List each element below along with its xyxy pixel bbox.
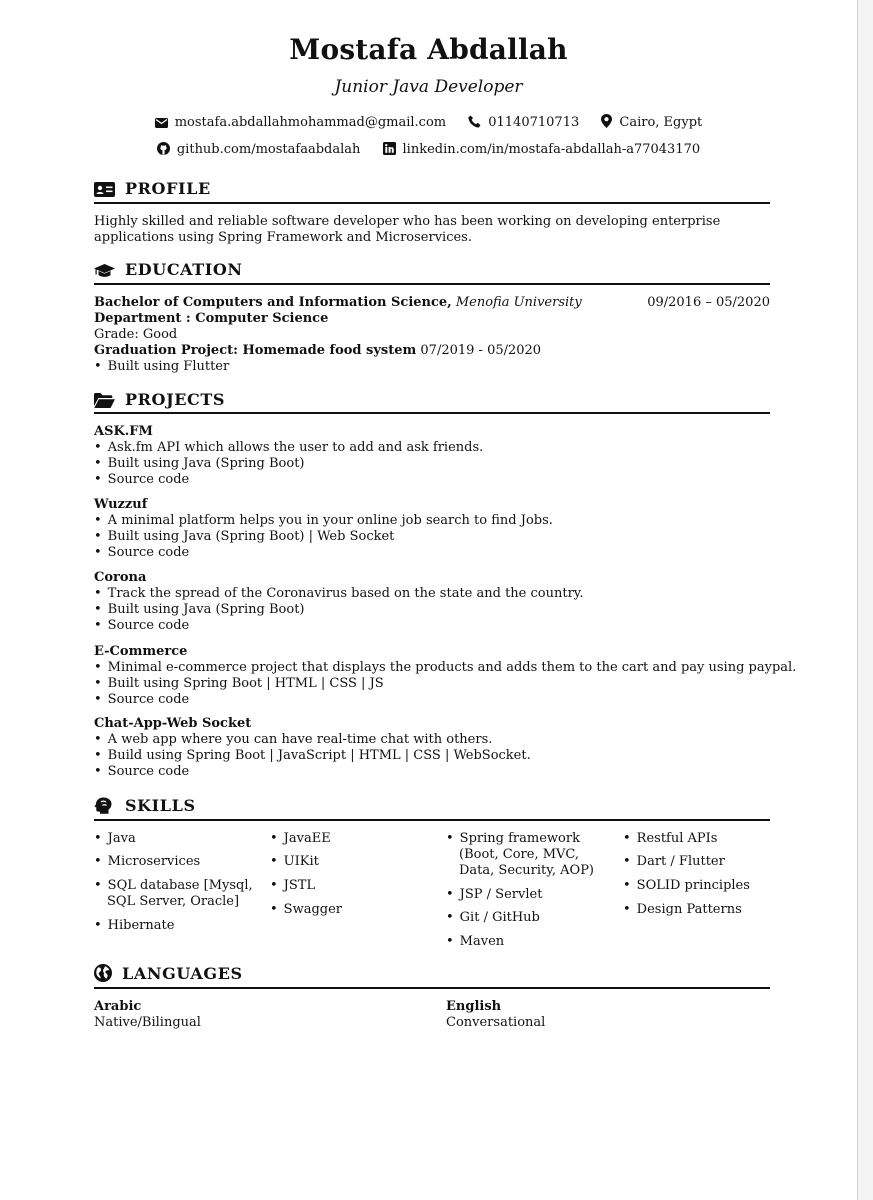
graduation-project-label: Graduation Project: Homemade food system <box>94 343 417 358</box>
email-contact[interactable] <box>155 115 446 130</box>
projects-divider <box>94 412 770 414</box>
project-bullet: • Built using Spring Boot | HTML | CSS | JS <box>94 676 384 692</box>
skill-item: • JavaEE <box>270 831 331 847</box>
skill-item-continued: Data, Security, AOP) <box>459 863 595 878</box>
project-bullet: • Built using Java (Spring Boot) <box>94 456 305 472</box>
location-text: Cairo, Egypt <box>619 115 703 130</box>
skill-item-continued: (Boot, Core, MVC, <box>459 847 580 862</box>
language-level: Conversational <box>446 1015 546 1030</box>
education-degree-line <box>94 295 582 311</box>
contact-row-1 <box>0 114 857 130</box>
project-bullet: • Minimal e-commerce project that displays the products and adds them to the cart and pay using paypal. <box>94 660 796 676</box>
profile-line-1: Highly skilled and reliable software developer who has been working on developing enterprise <box>94 214 721 229</box>
education-dates: 09/2016 – 05/2020 <box>647 295 770 310</box>
project-source-link[interactable]: • Source code <box>94 472 189 488</box>
project-title: Wuzzuf <box>94 497 148 512</box>
skill-item: • JSTL <box>270 878 315 894</box>
id-card-icon <box>94 182 115 197</box>
skill-item-continued: SQL Server, Oracle] <box>107 894 240 909</box>
project-bullet: • Ask.fm API which allows the user to add and ask friends. <box>94 440 483 456</box>
project-title: Chat-App-Web Socket <box>94 716 252 731</box>
project-bullet: • Track the spread of the Coronavirus based on the state and the country. <box>94 586 584 602</box>
location-pin-icon <box>601 114 612 128</box>
skill-item: • Design Patterns <box>623 902 742 918</box>
section-skills-title <box>94 796 196 815</box>
languages-divider <box>94 987 770 989</box>
university-name: Menofia University <box>455 295 582 310</box>
job-title: Junior Java Developer <box>334 77 523 97</box>
project-source-link[interactable]: • Source code <box>94 545 189 561</box>
project-title: ASK.FM <box>94 424 153 439</box>
profile-line-2: applications using Spring Framework and Microservices. <box>94 230 472 245</box>
profile-heading-text: PROFILE <box>125 179 211 198</box>
skill-item: • Microservices <box>94 854 200 870</box>
language-level: Native/Bilingual <box>94 1015 201 1030</box>
section-profile-title <box>94 179 211 198</box>
graduation-project-line <box>94 343 541 359</box>
project-source-link[interactable]: • Source code <box>94 764 189 780</box>
linkedin-text: linkedin.com/in/mostafa-abdallah-a77043170 <box>402 142 701 157</box>
project-source-link[interactable]: • Source code <box>94 692 189 708</box>
brain-icon <box>94 797 115 814</box>
language-name: English <box>446 999 502 1014</box>
skill-item: • SQL database [Mysql, <box>94 878 253 894</box>
email-icon <box>155 118 168 128</box>
skill-item: • UIKit <box>270 854 319 870</box>
section-languages-title <box>94 964 243 983</box>
phone-contact[interactable] <box>468 115 579 130</box>
section-projects-title <box>94 390 225 409</box>
viewer-side-rail <box>858 0 873 1200</box>
globe-icon <box>94 964 112 982</box>
languages-heading-text: LANGUAGES <box>122 964 243 983</box>
phone-text: 01140710713 <box>488 115 580 130</box>
projects-heading-text: PROJECTS <box>125 390 226 409</box>
location-contact <box>601 114 702 130</box>
skill-item: • Restful APIs <box>623 831 717 847</box>
skill-item: • Swagger <box>270 902 342 918</box>
email-text: mostafa.abdallahmohammad@gmail.com <box>174 115 447 130</box>
candidate-name: Mostafa Abdallah <box>289 33 568 66</box>
skills-divider <box>94 819 770 821</box>
project-title: Corona <box>94 570 147 585</box>
education-heading-text: EDUCATION <box>125 260 243 279</box>
project-bullet: • Build using Spring Boot | JavaScript | HTML | CSS | WebSocket. <box>94 748 531 764</box>
language-name: Arabic <box>94 999 142 1014</box>
education-department: Department : Computer Science <box>94 311 329 326</box>
project-title: E-Commerce <box>94 644 188 659</box>
skill-item: • Maven <box>446 934 504 950</box>
github-icon <box>157 142 170 155</box>
skill-item: • SOLID principles <box>623 878 750 894</box>
section-education-title <box>94 260 243 279</box>
graduation-cap-icon <box>94 263 115 278</box>
skill-item: • Hibernate <box>94 918 174 934</box>
skill-item: • Dart / Flutter <box>623 854 725 870</box>
graduation-project-dates: 07/2019 - 05/2020 <box>420 343 542 358</box>
skill-item: • Spring framework <box>446 831 580 847</box>
project-bullet: • A web app where you can have real-time chat with others. <box>94 732 492 748</box>
project-bullet: • Built using Java (Spring Boot) <box>94 602 305 618</box>
degree-name: Bachelor of Computers and Information Science, <box>94 295 452 310</box>
profile-divider <box>94 202 770 204</box>
project-bullet: • A minimal platform helps you in your online job search to find Jobs. <box>94 513 553 529</box>
education-divider <box>94 283 770 285</box>
linkedin-icon <box>383 142 396 155</box>
project-source-link[interactable]: • Source code <box>94 618 189 634</box>
skill-item: • Java <box>94 831 136 847</box>
skill-item: • Git / GitHub <box>446 910 540 926</box>
contact-row-2 <box>0 142 857 157</box>
skills-heading-text: SKILLS <box>125 796 196 815</box>
project-bullet: • Built using Java (Spring Boot) | Web Socket <box>94 529 394 545</box>
phone-icon <box>468 115 481 128</box>
graduation-project-bullet: • Built using Flutter <box>94 359 229 375</box>
folder-open-icon <box>94 393 115 408</box>
linkedin-contact[interactable] <box>383 142 701 157</box>
github-text: github.com/mostafaabdalah <box>176 142 361 157</box>
education-grade: Grade: Good <box>94 327 178 342</box>
github-contact[interactable] <box>157 142 361 157</box>
skill-item: • JSP / Servlet <box>446 887 542 903</box>
